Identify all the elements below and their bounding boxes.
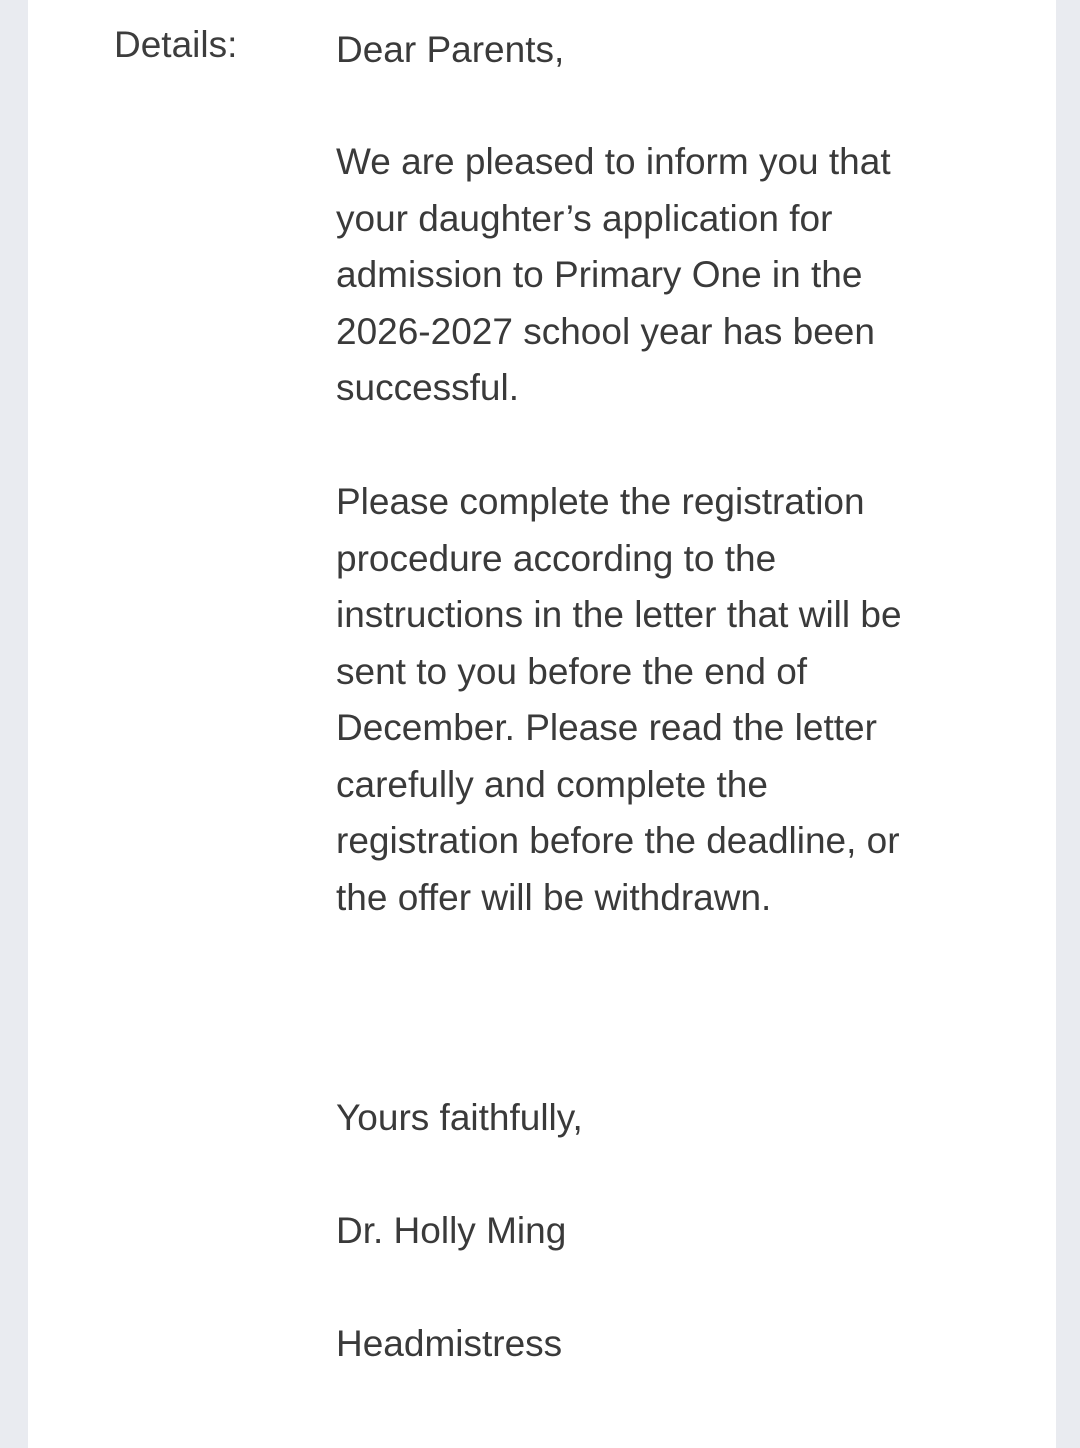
paragraph-line: your daughter’s application for [336,197,833,239]
greeting: Dear Parents, [336,29,565,70]
paragraph-line: December. Please read the letter [336,707,877,748]
paragraph-line: registration before the deadline, or [336,820,900,861]
paragraph-line: the offer will be withdrawn. [336,876,772,918]
paragraph-line: instructions in the letter that will be [336,594,902,635]
paragraph-line: admission to Primary One in the [336,254,863,295]
signer-title: Headmistress [336,1323,563,1364]
message-body [336,22,1026,1364]
paragraph-line: Please complete the registration [336,481,865,522]
paragraph-line: procedure according to the [336,537,777,579]
details-label: Details: [114,24,238,65]
paragraph-line: carefully and complete the [336,763,768,805]
paragraph-registration-instructions [336,474,902,926]
message-card [28,0,1056,1448]
paragraph-line: We are pleased to inform you that [336,141,891,182]
signer-name: Dr. Holly Ming [336,1210,567,1251]
closing: Yours faithfully, [336,1097,583,1138]
paragraph-line: 2026-2027 school year has been [336,310,875,352]
paragraph-admission-result [336,134,1026,417]
paragraph-line: sent to you before the end of [336,650,808,692]
paragraph-line: successful. [336,367,520,408]
